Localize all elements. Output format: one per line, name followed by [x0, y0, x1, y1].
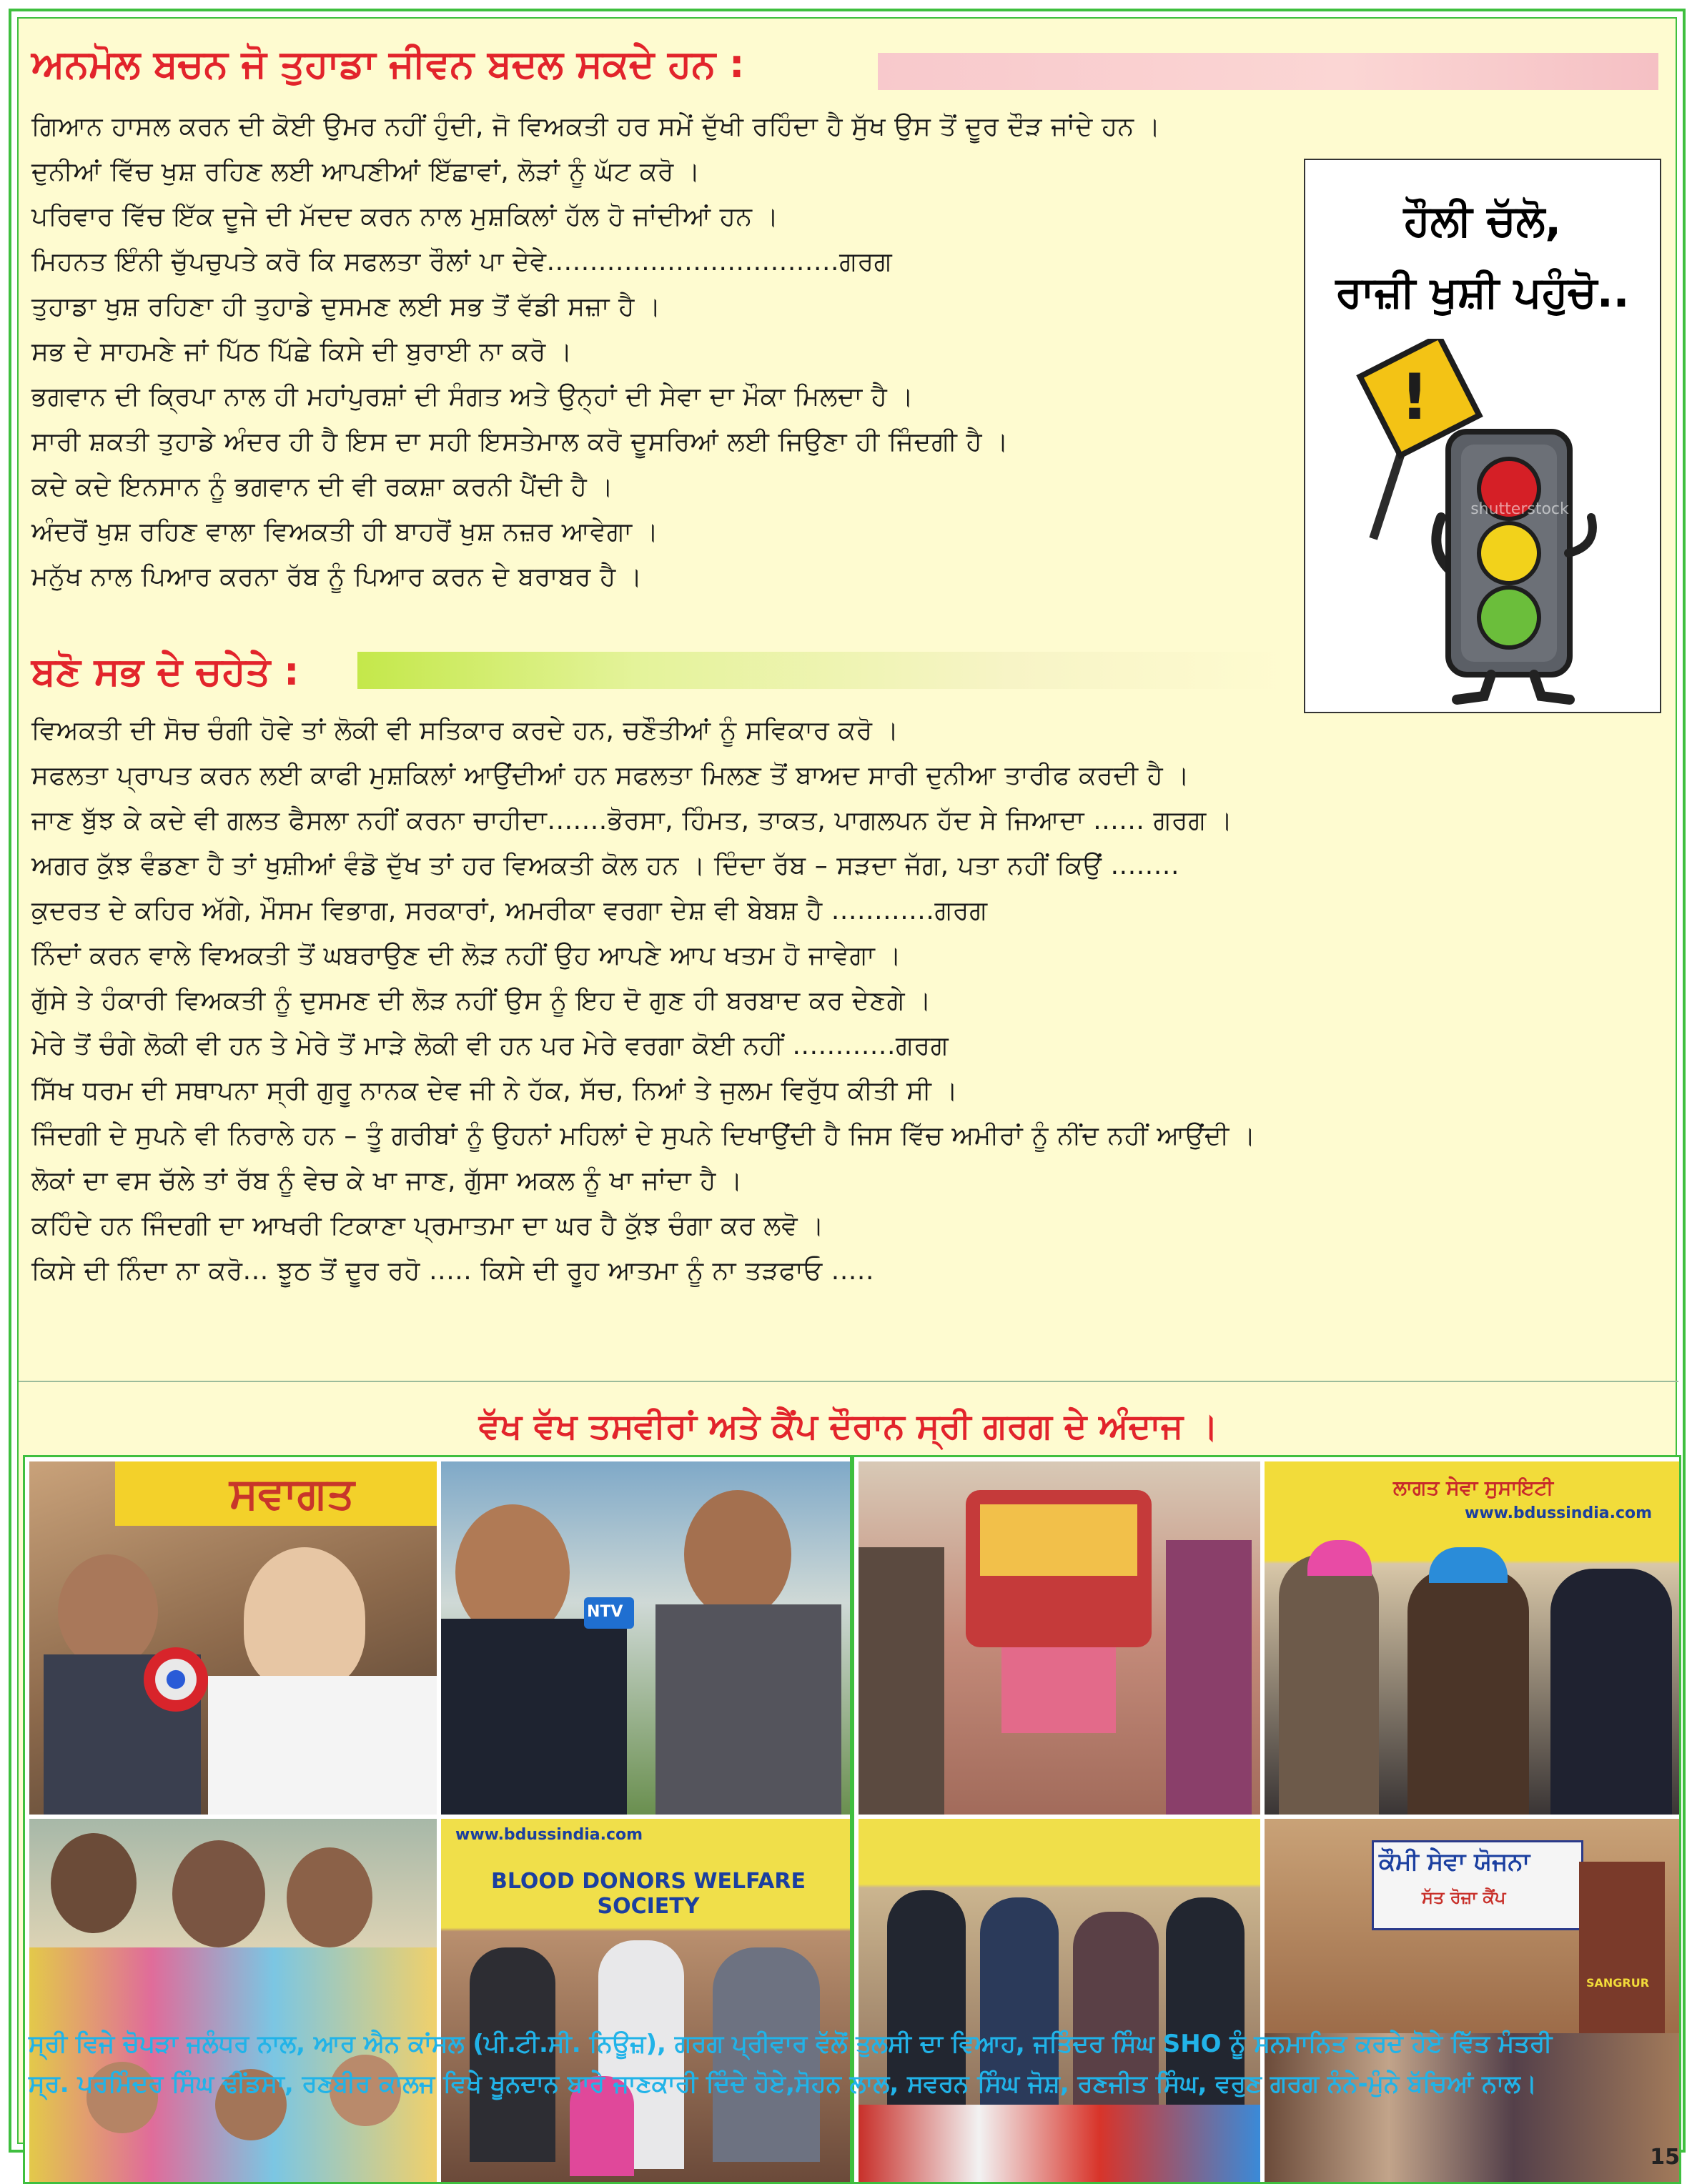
- gallery-title: ਵੱਖ ਵੱਖ ਤਸਵੀਰਾਂ ਅਤੇ ਕੈਂਪ ਦੌਰਾਨ ਸ੍ਰੀ ਗਰਗ ਦੇ ਅੰਦਾਜ ।: [478, 1406, 1219, 1446]
- photo-welcome-event: [29, 1461, 437, 1815]
- traffic-light-icon: [1305, 339, 1660, 710]
- section2-quote-list: [31, 708, 1676, 1294]
- section2-heading: ਬਣੋ ਸਭ ਦੇ ਚਹੇਤੇ :: [31, 649, 300, 694]
- banner-text: ਸਵਾਗਤ: [229, 1469, 355, 1519]
- college-plaque-text: SANGRUR: [1586, 1976, 1650, 1990]
- quote-line: ਜਿੰਦਗੀ ਦੇ ਸੁਪਨੇ ਵੀ ਨਿਰਾਲੇ ਹਨ – ਤੂੰ ਗਰੀਬਾਂ ਨੂੰ ਉਹਨਾਂ ਮਹਿਲਾਂ ਦੇ ਸੁਪਨੇ ਦਿਖਾਉਂਦੀ ਹੈ ਜਿਸ ਵਿੱਚ ਅਮੀਰਾਂ ਨੂੰ ਨੀਂਦ ਨਹੀਂ ਆਉਂਦੀ ।: [31, 1121, 1256, 1151]
- traffic-light-box: [1304, 159, 1661, 713]
- banner-subtext: ਸੱਤ ਰੋਜ਼ਾ ਕੈਂਪ: [1422, 1887, 1506, 1907]
- quote-line: ਕਦੇ ਕਦੇ ਇਨਸਾਨ ਨੂੰ ਭਗਵਾਨ ਦੀ ਵੀ ਰਕਸ਼ਾ ਕਰਨੀ ਪੈਂਦੀ ਹੈ ।: [31, 472, 614, 502]
- banner-text: ਲਾਗਤ ਸੇਵਾ ਸੁਸਾਇਟੀ: [1393, 1476, 1554, 1499]
- quote-line: ਮੇਰੇ ਤੋਂ ਚੰਗੇ ਲੋਕੀ ਵੀ ਹਨ ਤੇ ਮੇਰੇ ਤੋਂ ਮਾੜੇ ਲੋਕੀ ਵੀ ਹਨ ਪਰ ਮੇਰੇ ਵਰਗਾ ਕੋਈ ਨਹੀਂ ............ਗਰਗ: [31, 1031, 949, 1061]
- quote-line: ਪਰਿਵਾਰ ਵਿੱਚ ਇੱਕ ਦੂਜੇ ਦੀ ਮੱਦਦ ਕਰਨ ਨਾਲ ਮੁਸ਼ਕਿਲਾਂ ਹੱਲ ਹੋ ਜਾਂਦੀਆਂ ਹਨ ।: [31, 202, 779, 232]
- quote-line: ਅੰਦਰੋਂ ਖੁਸ਼ ਰਹਿਣ ਵਾਲਾ ਵਿਅਕਤੀ ਹੀ ਬਾਹਰੋਂ ਖੁਸ਼ ਨਜ਼ਰ ਆਵੇਗਾ ।: [31, 517, 659, 547]
- quote-line: ਸਿੱਖ ਧਰਮ ਦੀ ਸਥਾਪਨਾ ਸ੍ਰੀ ਗੁਰੂ ਨਾਨਕ ਦੇਵ ਜੀ ਨੇ ਹੱਕ, ਸੱਚ, ਨਿਆਂ ਤੇ ਜੁਲਮ ਵਿਰੁੱਧ ਕੀਤੀ ਸੀ ।: [31, 1076, 959, 1106]
- section1-heading: ਅਨਮੋਲ ਬਚਨ ਜੋ ਤੁਹਾਡਾ ਜੀਵਨ ਬਦਲ ਸਕਦੇ ਹਨ :: [31, 41, 745, 86]
- quote-line: ਸਭ ਦੇ ਸਾਹਮਣੇ ਜਾਂ ਪਿੱਠ ਪਿੱਛੇ ਕਿਸੇ ਦੀ ਬੁਰਾਈ ਨਾ ਕਰੋ ।: [31, 337, 573, 367]
- quote-line: ਗਿਆਨ ਹਾਸਲ ਕਰਨ ਦੀ ਕੋਈ ਉਮਰ ਨਹੀਂ ਹੁੰਦੀ, ਜੋ ਵਿਅਕਤੀ ਹਰ ਸਮੇਂ ਦੁੱਖੀ ਰਹਿੰਦਾ ਹੈ ਸੁੱਖ ਉਸ ਤੋਂ ਦੂਰ ਦੌੜ ਜਾਂਦੇ ਹਨ ।: [31, 112, 1161, 142]
- photo-ranbir-college: [859, 1819, 1260, 2182]
- warning-exclamation: !: [1400, 360, 1430, 434]
- caption-line2: ਸ੍ਰ. ਪਰਮਿੰਦਰ ਸਿੰਘ ਢੀਂਡਸਾ, ਰਣਬੀਰ ਕਾਲਜ ਵਿਖੇ ਖੂਨਦਾਨ ਬਾਰੇ ਜਾਣਕਾਰੀ ਦਿੰਦੇ ਹੋਏ,ਸੋਹਨ ਲਾਲ, ਸਵਰਨ ਸਿੰਘ ਜੋਸ਼, ਰਣਜੀਤ ਸਿੰਘ, ਵਰੁਣ ਗਰਗ ਨੰਨੇ-ਮੁੰਨੇ ਬੱਚਿਆਂ ਨਾਲ।: [29, 2070, 1537, 2098]
- gallery-caption: [29, 2024, 1673, 2104]
- quote-line: ਕਿਸੇ ਦੀ ਨਿੰਦਾ ਨਾ ਕਰੋ... ਝੂਠ ਤੋਂ ਦੂਰ ਰਹੋ ..... ਕਿਸੇ ਦੀ ਰੂਹ ਆਤਮਾ ਨੂੰ ਨਾ ਤੜਫਾਓ .....: [31, 1256, 875, 1286]
- section1-heading-bar: [878, 53, 1658, 90]
- quote-line: ਨਿੰਦਾਂ ਕਰਨ ਵਾਲੇ ਵਿਅਕਤੀ ਤੋਂ ਘਬਰਾਉਣ ਦੀ ਲੋੜ ਨਹੀਂ ਉਹ ਆਪਣੇ ਆਪ ਖਤਮ ਹੋ ਜਾਵੇਗਾ ।: [31, 941, 902, 971]
- quote-line: ਵਿਅਕਤੀ ਦੀ ਸੋਚ ਚੰਗੀ ਹੋਵੇ ਤਾਂ ਲੋਕੀ ਵੀ ਸਤਿਕਾਰ ਕਰਦੇ ਹਨ, ਚਣੌਤੀਆਂ ਨੂੰ ਸਵਿਕਾਰ ਕਰੋ ।: [31, 716, 899, 745]
- side-box-title-line2: ਰਾਜ਼ੀ ਖੁਸ਼ੀ ਪਹੁੰਚੋ..: [1335, 267, 1630, 317]
- section1-quote-list: [31, 104, 1290, 600]
- banner-text: ਕੌਮੀ ਸੇਵਾ ਯੋਜਨਾ: [1379, 1847, 1530, 1876]
- quote-line: ਭਗਵਾਨ ਦੀ ਕ੍ਰਿਪਾ ਨਾਲ ਹੀ ਮਹਾਂਪੁਰਸ਼ਾਂ ਦੀ ਸੰਗਤ ਅਤੇ ਉਨ੍ਹਾਂ ਦੀ ਸੇਵਾ ਦਾ ਮੌਕਾ ਮਿਲਦਾ ਹੈ ।: [31, 382, 914, 412]
- watermark-text: shutterstock: [1470, 500, 1569, 518]
- photo-media-interview: [441, 1461, 850, 1815]
- photo-tulsi-marriage: [859, 1461, 1260, 1815]
- caption-line1: ਸ੍ਰੀ ਵਿਜੇ ਚੋਪੜਾ ਜਲੰਧਰ ਨਾਲ, ਆਰ ਐਨ ਕਾਂਸਲ (ਪੀ.ਟੀ.ਸੀ. ਨਿਊਜ਼), ਗਰਗ ਪ੍ਰੀਵਾਰ ਵੱਲੋਂ ਤੁਲਸੀ ਦਾ ਵਿਆਹ, ਜਤਿੰਦਰ ਸਿੰਘ SHO ਨੂੰ ਸਨਮਾਨਿਤ ਕਰਦੇ ਹੋਏ ਵਿੱਤ ਮੰਤਰੀ: [29, 2030, 1553, 2058]
- side-box-title-line1: ਹੌਲੀ ਚੱਲੋ,: [1403, 196, 1562, 246]
- banner-url: www.bdussindia.com: [1465, 1504, 1653, 1522]
- section2-heading-bar: [357, 652, 1287, 689]
- banner-url: www.bdussindia.com: [455, 1826, 643, 1844]
- mic-logo: NTV: [587, 1603, 623, 1621]
- quote-line: ਲੋਕਾਂ ਦਾ ਵਸ ਚੱਲੇ ਤਾਂ ਰੱਬ ਨੂੰ ਵੇਚ ਕੇ ਖਾ ਜਾਣ, ਗੁੱਸਾ ਅਕਲ ਨੂੰ ਖਾ ਜਾਂਦਾ ਹੈ ।: [31, 1166, 743, 1196]
- photo-children-group: [29, 1819, 437, 2182]
- photo-blood-donors-society: [441, 1819, 850, 2182]
- quote-line: ਕੁਦਰਤ ਦੇ ਕਹਿਰ ਅੱਗੇ, ਮੌਸਮ ਵਿਭਾਗ, ਸਰਕਾਰਾਂ, ਅਮਰੀਕਾ ਵਰਗਾ ਦੇਸ਼ ਵੀ ਬੇਬਸ਼ ਹੈ ............ਗਰਗ: [31, 896, 988, 925]
- banner-text: BLOOD DONORS WELFARE SOCIETY: [491, 1869, 806, 1919]
- quote-line: ਗੁੱਸੇ ਤੇ ਹੰਕਾਰੀ ਵਿਅਕਤੀ ਨੂੰ ਦੁਸਮਣ ਦੀ ਲੋੜ ਨਹੀਂ ਉਸ ਨੂੰ ਇਹ ਦੋ ਗੁਣ ਹੀ ਬਰਬਾਦ ਕਰ ਦੇਣਗੇ ।: [31, 986, 932, 1016]
- photo-nss-camp: [1265, 1819, 1679, 2182]
- quote-line: ਮਨੁੱਖ ਨਾਲ ਪਿਆਰ ਕਰਨਾ ਰੱਬ ਨੂੰ ਪਿਆਰ ਕਰਨ ਦੇ ਬਰਾਬਰ ਹੈ ।: [31, 562, 643, 592]
- photo-sho-honour: [1265, 1461, 1679, 1815]
- quote-line: ਤੁਹਾਡਾ ਖੁਸ਼ ਰਹਿਣਾ ਹੀ ਤੁਹਾਡੇ ਦੁਸਮਣ ਲਈ ਸਭ ਤੋਂ ਵੱਡੀ ਸਜ਼ਾ ਹੈ ।: [31, 292, 661, 322]
- quote-line: ਸਾਰੀ ਸ਼ਕਤੀ ਤੁਹਾਡੇ ਅੰਦਰ ਹੀ ਹੈ ਇਸ ਦਾ ਸਹੀ ਇਸਤੇਮਾਲ ਕਰੋ ਦੂਸਰਿਆਂ ਲਈ ਜਿਉਣਾ ਹੀ ਜਿੰਦਗੀ ਹੈ ।: [31, 427, 1009, 457]
- quote-line: ਦੁਨੀਆਂ ਵਿੱਚ ਖੁਸ਼ ਰਹਿਣ ਲਈ ਆਪਣੀਆਂ ਇੱਛਾਵਾਂ, ਲੋੜਾਂ ਨੂੰ ਘੱਟ ਕਰੋ ।: [31, 157, 701, 187]
- quote-line: ਅਗਰ ਕੁੱਝ ਵੰਡਣਾ ਹੈ ਤਾਂ ਖੁਸ਼ੀਆਂ ਵੰਡੋ ਦੁੱਖ ਤਾਂ ਹਰ ਵਿਅਕਤੀ ਕੋਲ ਹਨ । ਦਿੰਦਾ ਰੱਬ – ਸੜਦਾ ਜੱਗ, ਪਤਾ ਨਹੀਂ ਕਿਉਂ ........: [31, 851, 1179, 880]
- quote-line: ਜਾਣ ਬੁੱਝ ਕੇ ਕਦੇ ਵੀ ਗਲਤ ਫੈਸਲਾ ਨਹੀਂ ਕਰਨਾ ਚਾਹੀਦਾ.......ਭੋਰਸਾ, ਹਿੰਮਤ, ਤਾਕਤ, ਪਾਗਲਪਨ ਹੱਦ ਸੇ ਜਿਆਦਾ ...... ਗਰਗ ।: [31, 806, 1233, 835]
- quote-line: ਕਹਿੰਦੇ ਹਨ ਜਿੰਦਗੀ ਦਾ ਆਖਰੀ ਟਿਕਾਣਾ ਪ੍ਰਮਾਤਮਾ ਦਾ ਘਰ ਹੈ ਕੁੱਝ ਚੰਗਾ ਕਰ ਲਵੋ ।: [31, 1211, 825, 1241]
- quote-line: ਸਫਲਤਾ ਪ੍ਰਾਪਤ ਕਰਨ ਲਈ ਕਾਫੀ ਮੁਸ਼ਕਿਲਾਂ ਆਉਂਦੀਆਂ ਹਨ ਸਫਲਤਾ ਮਿਲਣ ਤੋਂ ਬਾਅਦ ਸਾਰੀ ਦੁਨੀਆ ਤਾਰੀਫ ਕਰਦੀ ਹੈ ।: [31, 761, 1190, 790]
- page-number: 15: [1650, 2145, 1680, 2170]
- quote-line: ਮਿਹਨਤ ਇੰਨੀ ਚੁੱਪਚੁਪਤੇ ਕਰੋ ਕਿ ਸਫਲਤਾ ਰੌਲਾਂ ਪਾ ਦੇਵੇ..................................ਗਰਗ: [31, 247, 893, 277]
- section-divider: [19, 1381, 1678, 1382]
